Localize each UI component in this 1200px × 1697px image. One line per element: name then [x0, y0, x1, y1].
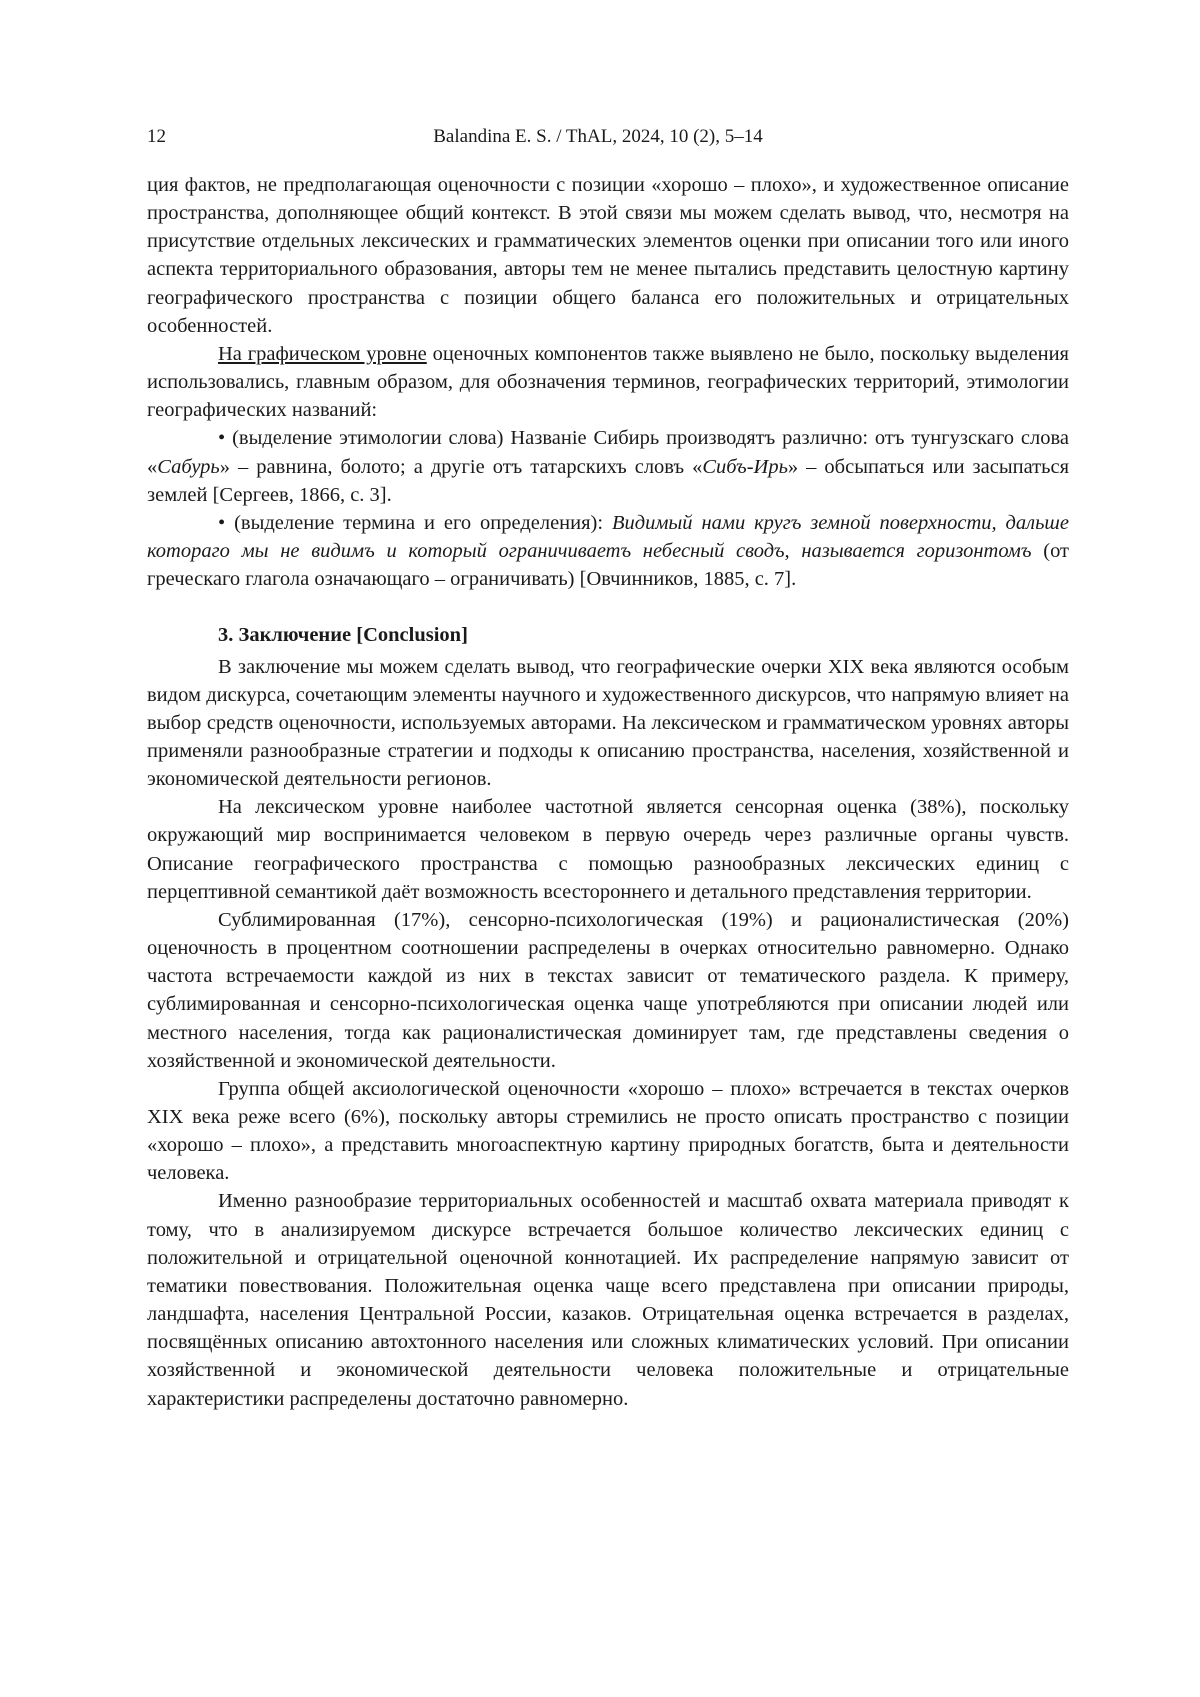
- bullet-etymology-text-c: » – равнина, болото; а другіе отъ татарскихъ словъ «: [219, 455, 703, 478]
- paragraph-2-text: оценочных компонентов также выявлено не было, поскольку выделения использовались, главным образом, для обозначения терминов, географических территорий, этимологии географических названий:: [147, 342, 1069, 422]
- page-number: 12: [147, 126, 166, 147]
- italic-term-sib-ir: Сибъ-Ирь: [702, 455, 788, 478]
- underlined-phrase: На графическом уровне: [218, 342, 427, 365]
- bullet-definition-text-c: (от греческаго глагола означающаго – ограничивать) [Овчинников, 1885, с. 7].: [147, 540, 1070, 591]
- paragraph-2: [147, 340, 1069, 424]
- paragraph-1: ция фактов, не предполагающая оценочности с позиции «хорошо – плохо», и художественное описание пространства, дополняющее общий контекст. В этой связи мы можем сделать вывод, что, несмотря на присутствие отдельных лексических и грамматических элементов оценки при описании того или иного аспекта территориального образования, авторы тем не менее пытались представить целостную картину географического пространства с позиции общего баланса его положительных и отрицательных особенностей.: [147, 174, 1069, 337]
- paragraph-7: Сублимированная (17%), сенсорно-психологическая (19%) и рационалистическая (20%) оценочность в процентном соотношении распределены в очерках относительно равномерно. Однако частота встречаемости каждой из них в текстах зависит от тематического раздела. К примеру, сублимированная и сенсорно-психологическая оценка чаще употребляются при описании людей или местного населения, тогда как рационалистическая доминирует там, где представлены сведения о хозяйственной и экономической деятельности.: [147, 908, 1069, 1072]
- body-text: [147, 171, 1069, 1413]
- bullet-etymology-text-e: » – обсыпаться или засыпаться землей [Сергеев, 1866, с. 3].: [147, 455, 1069, 506]
- paragraph-9: Именно разнообразие территориальных особенностей и масштаб охвата материала приводят к тому, что в анализируемом дискурсе встречается большое количество лексических единиц с положительной и отрицательной оценочной коннотацией. Их распределение напрямую зависит от тематики повествования. Положительная оценка чаще всего представлена при описании природы, ландшафта, населения Центральной России, казаков. Отрицательная оценка встречается в разделах, посвящённых описанию автохтонного населения или сложных климатических условий. При описании хозяйственной и экономической деятельности человека положительные и отрицательные характеристики распределены достаточно равномерно.: [147, 1190, 1069, 1410]
- paragraph-6: На лексическом уровне наиболее частотной является сенсорная оценка (38%), поскольку окружающий мир воспринимается человеком в первую очередь через различные органы чувств. Описание географического пространства с помощью разнообразных лексических единиц с перцептивной семантикой даёт возможность всестороннего и детального представления территории.: [147, 796, 1069, 903]
- italic-term-saburi: Сабурь: [157, 455, 220, 478]
- running-title: Balandina E. S. / ThAL, 2024, 10 (2), 5–14: [433, 126, 763, 147]
- bullet-etymology-text-a: • (выделение этимологии слова) Названіе Сибирь производятъ различно: отъ тунгузскаго слова «: [147, 427, 1069, 478]
- bullet-etymology: [147, 424, 1069, 508]
- page-header: [147, 126, 1049, 156]
- section-heading: 3. Заключение [Conclusion]: [218, 624, 468, 647]
- paragraph-5: В заключение мы можем сделать вывод, что географические очерки XIX века являются особым видом дискурса, сочетающим элементы научного и художественного дискурсов, что напрямую влияет на выбор средств оценочности, используемых авторами. На лексическом и грамматическом уровнях авторы применяли разнообразные стратегии и подходы к описанию пространства, населения, хозяйственной и экономической деятельности регионов.: [147, 655, 1069, 791]
- bullet-definition: [147, 509, 1069, 593]
- italic-definition: Видимый нами кругъ земной поверхности, дальше котораго мы не видимъ и который ограничиваетъ небесный сводъ, называется горизонтомъ: [147, 511, 1069, 563]
- bullet-definition-text-a: • (выделение термина и его определения):: [218, 511, 612, 534]
- paragraph-8: Группа общей аксиологической оценочности «хорошо – плохо» встречается в текстах очерков XIX века реже всего (6%), поскольку авторы стремились не просто описать пространство с позиции «хорошо – плохо», а представить многоаспектную картину природных богатств, быта и деятельности человека.: [147, 1077, 1069, 1185]
